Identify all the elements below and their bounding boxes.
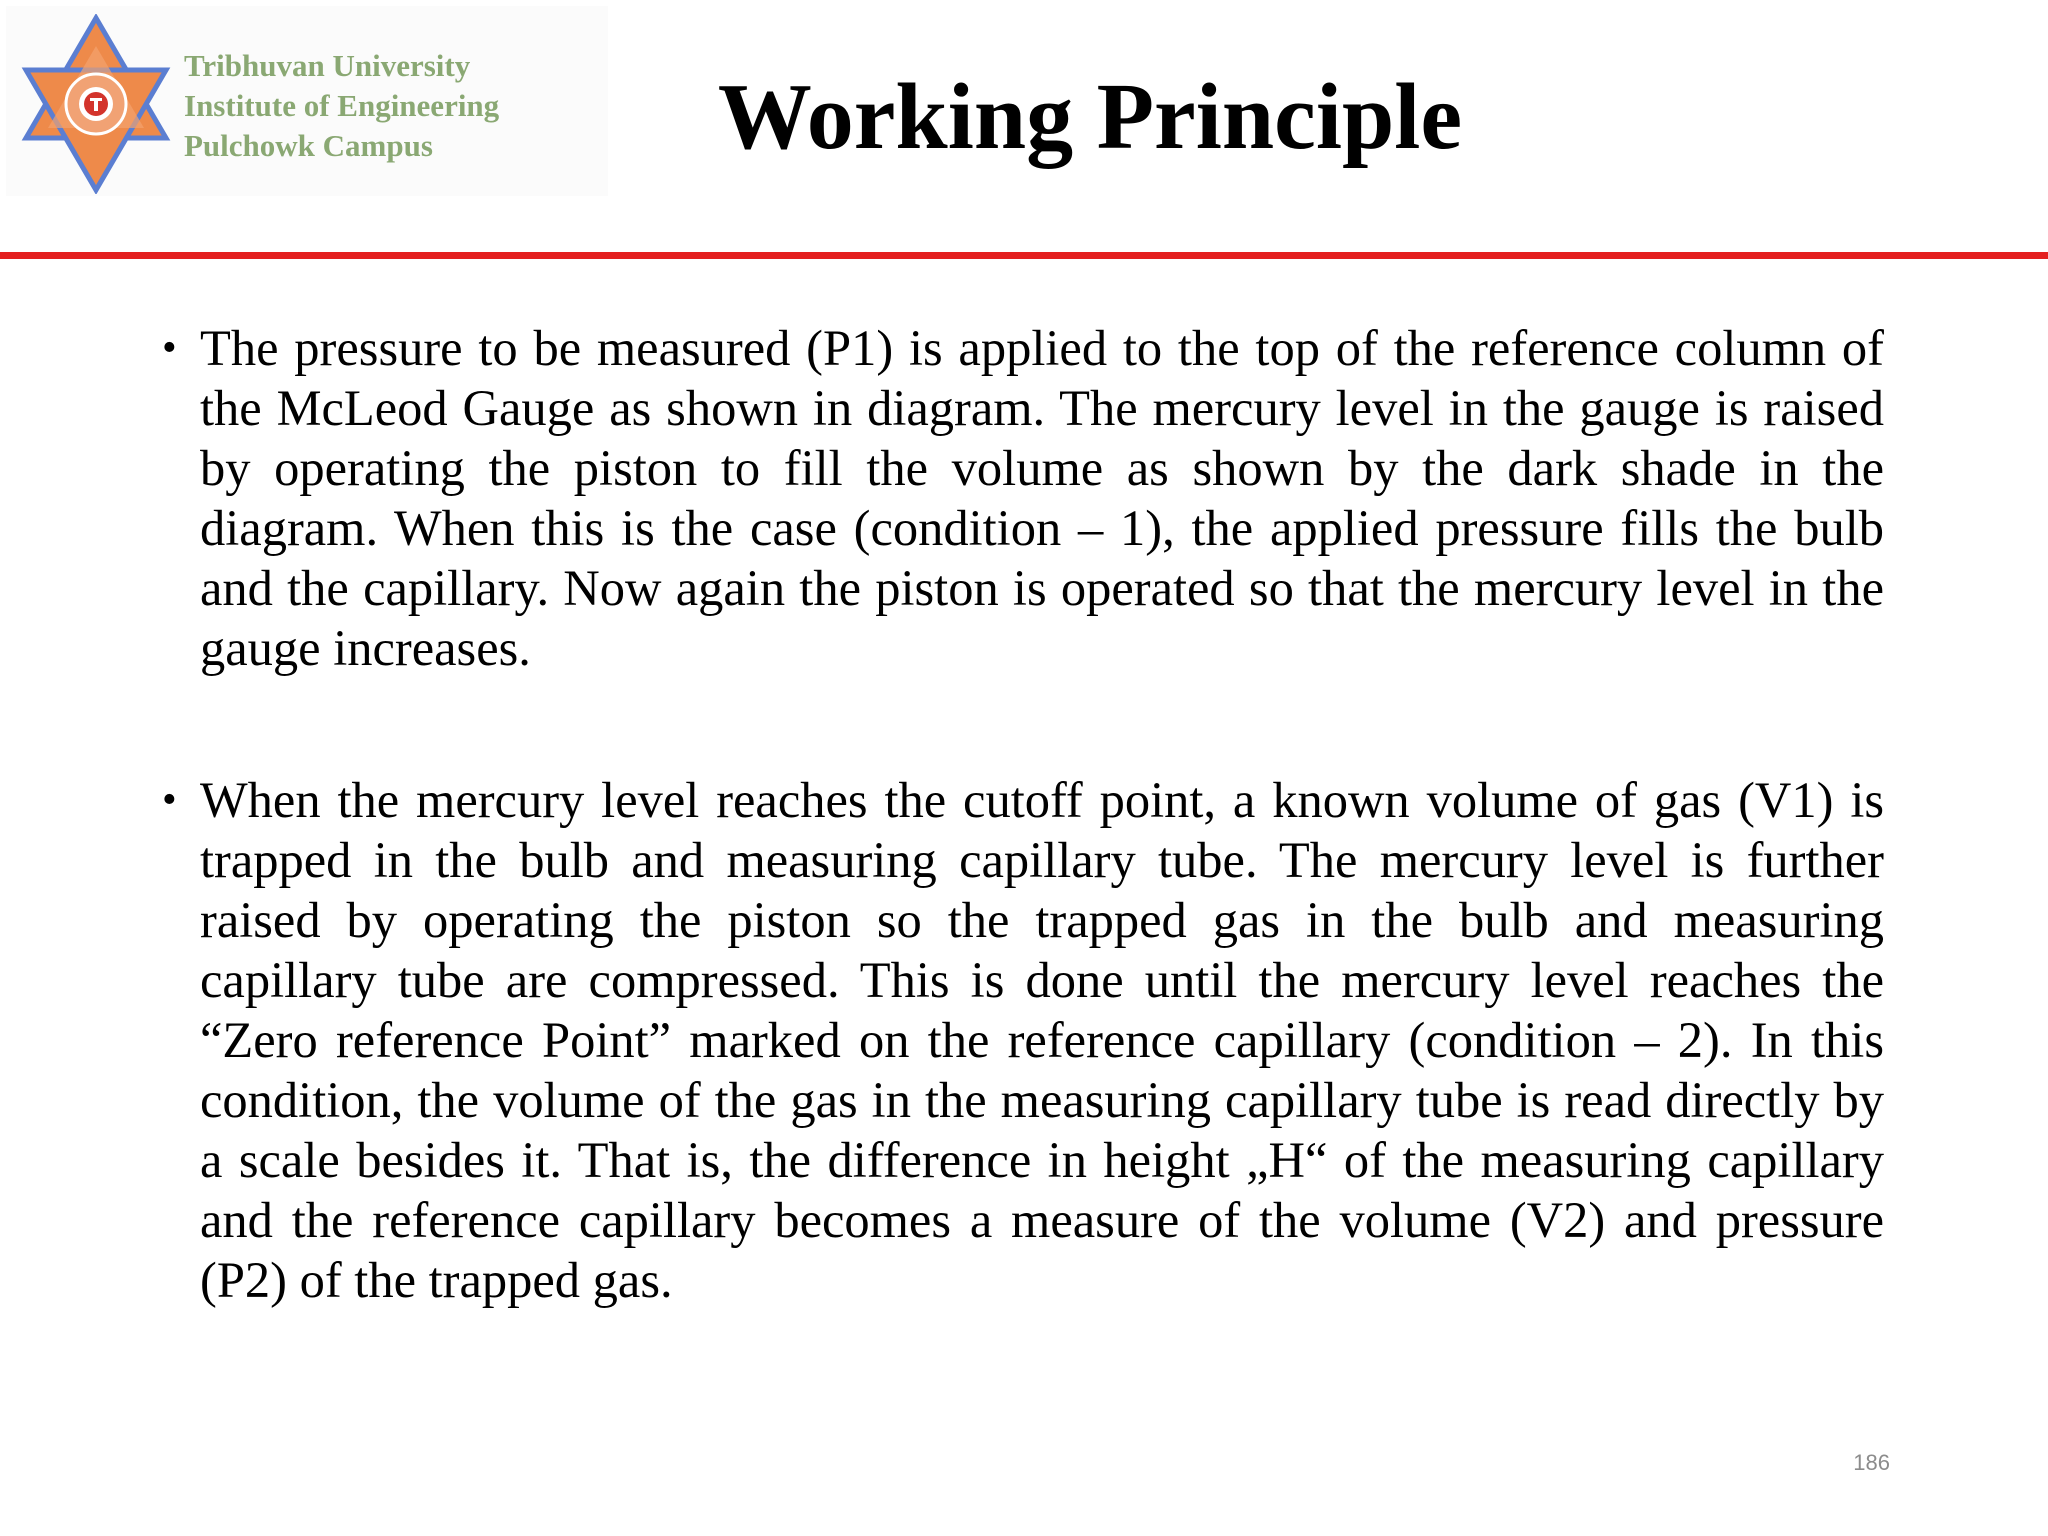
bullet-item (160, 770, 1884, 1310)
bullet-item (160, 318, 1884, 678)
university-emblem-icon (16, 14, 176, 194)
logo-line-institute: Institute of Engineering (184, 88, 500, 123)
bullet-text: When the mercury level reaches the cutoff point, a known volume of gas (V1) is trapped in the bulb and measuring capillary tube. The mercury level is further raised by operating the piston so the trapped gas in the bulb and measuring capillary tube are compressed. This is done until the mercury level reaches the “Zero reference Point” marked on the reference capillary (condition – 2). In this condition, the volume of the gas in the measuring capillary tube is read directly by a scale besides it. That is, the difference in height „H“ of the measuring capillary and the reference capillary becomes a measure of the volume (V2) and pressure (P2) of the trapped gas. (200, 772, 1884, 1308)
slide-title: Working Principle (717, 65, 1463, 169)
page-number: 186 (1853, 1450, 1890, 1475)
university-logo (6, 6, 608, 196)
logo-text (184, 46, 499, 166)
bullet-marker: • (162, 325, 177, 371)
bullet-marker: • (162, 777, 177, 823)
bullet-list (160, 318, 1884, 1402)
logo-line-campus: Pulchowk Campus (184, 128, 433, 163)
logo-line-university: Tribhuvan University (184, 48, 471, 83)
header-divider (0, 252, 2048, 259)
bullet-text: The pressure to be measured (P1) is applied to the top of the reference column of the McLeod Gauge as shown in diagram. The mercury level in the gauge is raised by operating the piston to fill the volume as shown by the dark shade in the diagram. When this is the case (condition – 1), the applied pressure fills the bulb and the capillary. Now again the piston is operated so that the mercury level in the gauge increases. (200, 320, 1884, 676)
